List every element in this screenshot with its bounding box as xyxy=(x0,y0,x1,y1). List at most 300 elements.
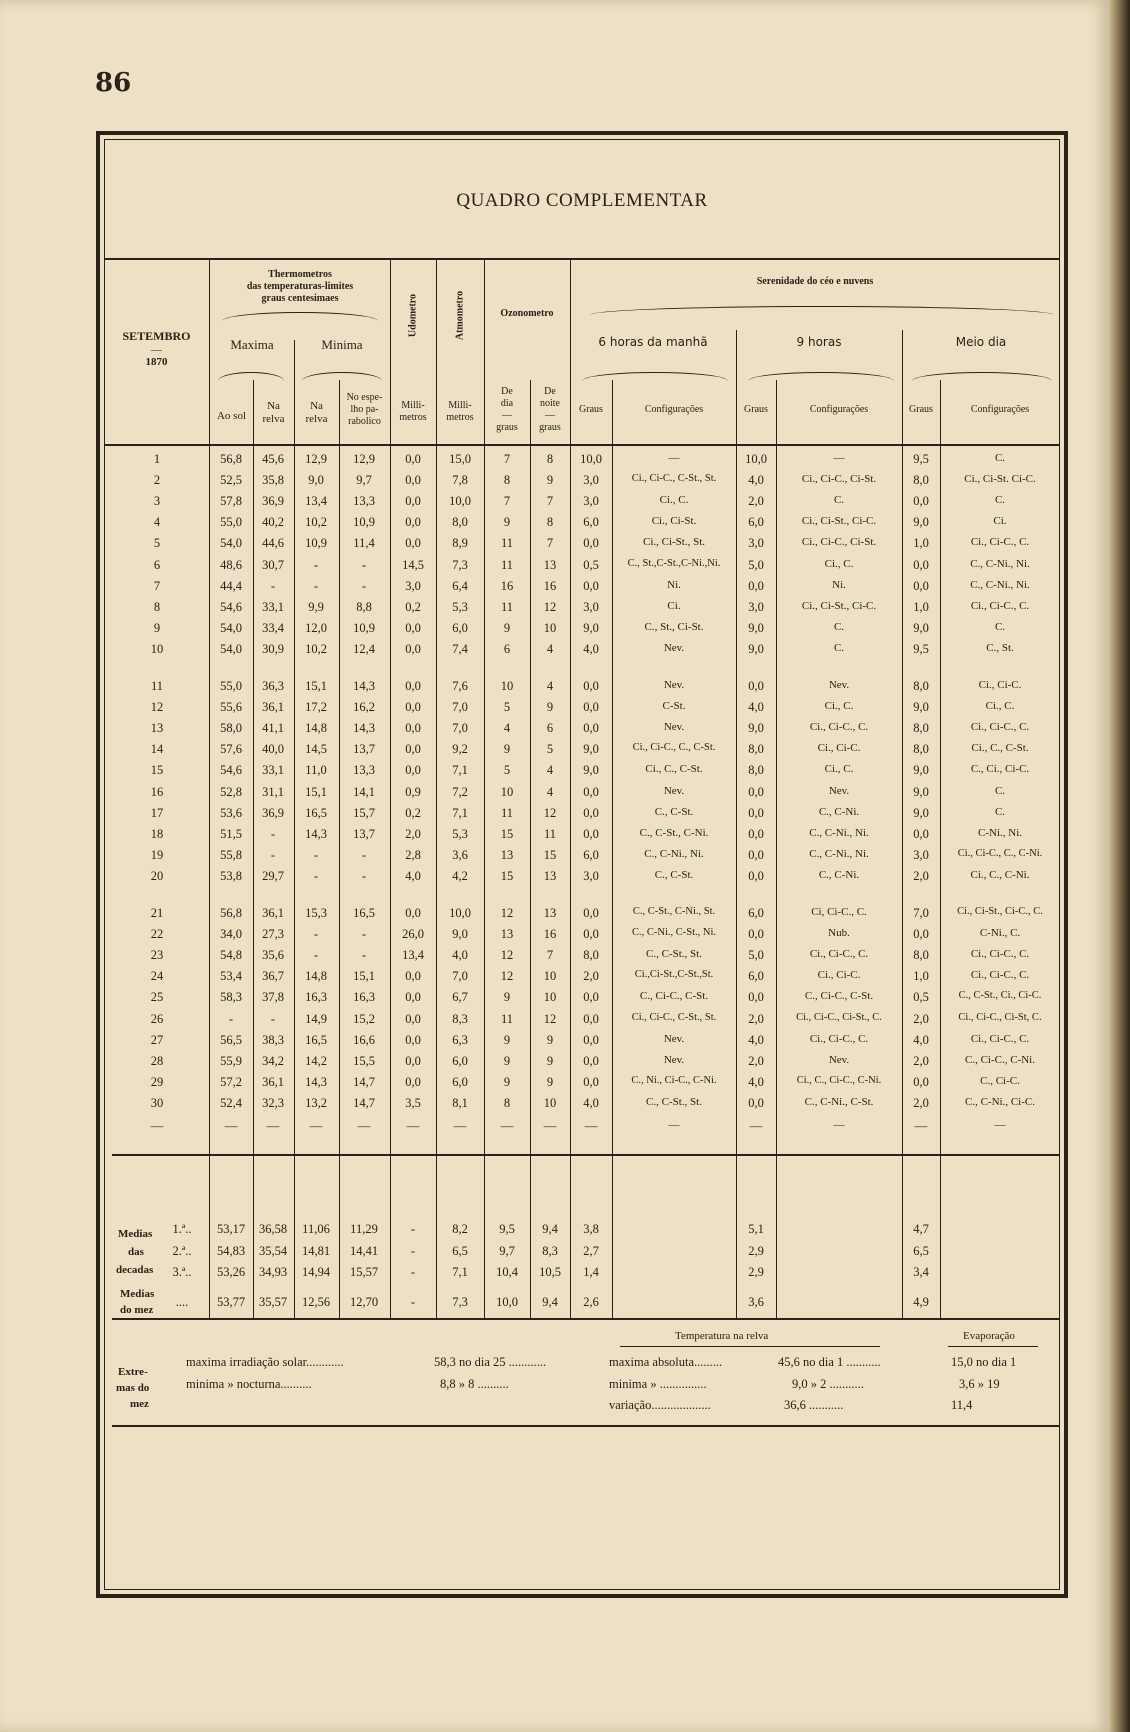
udometro-unit-2: metros xyxy=(399,412,427,423)
medias-na-relva-min: 12,56 xyxy=(301,1295,331,1309)
cell-udometro: 0,0 xyxy=(405,700,421,715)
cell-day: 14 xyxy=(150,742,164,757)
cell-day: 24 xyxy=(150,969,164,984)
cell-na-relva-min: 14,5 xyxy=(305,742,327,757)
medias-ozono-noite: 9,4 xyxy=(542,1222,558,1236)
cell-ozono-noite: 4 xyxy=(546,641,554,656)
cell-na-relva-max: 44,6 xyxy=(262,536,284,551)
cell-graus-meio: 0,5 xyxy=(913,990,929,1005)
config-meio-header: Configurações xyxy=(970,404,1030,415)
cell-graus-meio: — xyxy=(914,1119,928,1133)
cell-day: 7 xyxy=(153,578,161,593)
cell-graus-meio: 0,0 xyxy=(913,927,929,942)
cell-atmometro: 6,3 xyxy=(452,1032,468,1047)
extremas-line3-d: 36,6 ........... xyxy=(784,1398,844,1412)
cell-config-6h: C., C-St. xyxy=(654,805,694,818)
cell-na-relva-max: 29,7 xyxy=(262,868,284,883)
cell-ozono-noite: 4 xyxy=(546,679,554,693)
cell-graus-6h: 0,0 xyxy=(583,826,599,841)
cell-graus-9h: 2,0 xyxy=(748,494,764,509)
cell-graus-9h: 8,0 xyxy=(748,742,764,757)
col-rule xyxy=(253,380,254,1318)
cell-na-relva-max: 35,6 xyxy=(262,948,284,963)
cell-atmometro: 5,3 xyxy=(452,599,468,614)
cell-espelho: - xyxy=(361,868,367,883)
cell-config-meio: Ci., Ci-C., C. xyxy=(970,1032,1030,1045)
cell-na-relva-min: 11,0 xyxy=(305,763,327,778)
cell-day: — xyxy=(150,1119,164,1133)
col-rule xyxy=(902,330,903,1318)
cell-graus-9h: 0,0 xyxy=(748,826,764,841)
cell-config-6h: C., C-Ni., C-St., Ni. xyxy=(631,927,717,939)
medias-udometro: - xyxy=(410,1222,416,1236)
thermometros-header: Thermometros xyxy=(268,269,332,280)
cell-config-meio: C., Ci-C. xyxy=(980,1074,1020,1087)
cell-day: 17 xyxy=(150,805,164,820)
cell-na-relva-max: 35,8 xyxy=(262,473,284,488)
cell-config-meio: C. xyxy=(994,620,1006,633)
medias-espelho: 14,41 xyxy=(349,1244,379,1258)
cell-ozono-noite: 10 xyxy=(543,990,557,1005)
medias-mez-label-1: Medias xyxy=(120,1288,155,1300)
cell-ozono-dia: 7 xyxy=(503,452,511,466)
cell-udometro: 0,0 xyxy=(405,641,421,656)
cell-ao-sol: 53,6 xyxy=(220,805,242,820)
cell-config-meio: C., C-St., Ci., Ci-C. xyxy=(958,990,1042,1002)
cell-config-6h: Nev. xyxy=(663,1053,685,1066)
cell-ozono-noite: 4 xyxy=(546,763,554,778)
cell-espelho: 15,5 xyxy=(353,1053,375,1068)
h6-header: 6 horas da manhã xyxy=(598,335,708,349)
cell-na-relva-max: 37,8 xyxy=(262,990,284,1005)
extremas-line3-e: 11,4 xyxy=(951,1398,973,1412)
cell-ozono-dia: 15 xyxy=(500,826,514,841)
cell-ozono-noite: 10 xyxy=(543,1095,557,1110)
medias-graus-6h: 3,8 xyxy=(583,1222,599,1236)
header-bottom-rule xyxy=(104,444,1060,446)
extremas-label-1: Extre- xyxy=(118,1366,148,1378)
cell-espelho: 15,7 xyxy=(353,805,375,820)
medias-label-3: decadas xyxy=(116,1264,154,1276)
cell-graus-9h: 6,0 xyxy=(748,969,764,984)
cell-config-6h: C., C-Ni., Ni. xyxy=(644,847,704,860)
cell-espelho: 16,5 xyxy=(353,906,375,920)
cell-atmometro: 4,2 xyxy=(452,868,468,883)
minima-header: Minima xyxy=(321,337,363,352)
cell-na-relva-max: 36,1 xyxy=(262,1074,284,1089)
cell-ao-sol: 52,5 xyxy=(220,473,242,488)
cell-na-relva-min: 16,5 xyxy=(305,805,327,820)
cell-atmometro: 9,2 xyxy=(452,742,468,757)
cell-ozono-noite: 15 xyxy=(543,847,557,862)
cell-ozono-dia: 10 xyxy=(500,784,514,799)
medias-ao-sol: 53,77 xyxy=(216,1295,246,1309)
cell-espelho: 16,2 xyxy=(353,700,375,715)
cell-udometro: 0,0 xyxy=(405,1011,421,1026)
cell-espelho: - xyxy=(361,557,367,572)
cell-ozono-noite: — xyxy=(543,1119,557,1133)
na-relva-max-header-1: Na xyxy=(267,400,280,412)
cell-config-meio: Ci., Ci-C., C. xyxy=(970,721,1030,734)
cell-ozono-dia: — xyxy=(500,1119,514,1133)
cell-config-6h: Ci.,Ci-St.,C-St.,St. xyxy=(634,969,714,981)
cell-udometro: 13,4 xyxy=(402,948,424,963)
cell-ozono-dia: 11 xyxy=(500,557,514,572)
cell-graus-6h: 0,0 xyxy=(583,578,599,593)
cell-graus-6h: 8,0 xyxy=(583,948,599,963)
cell-na-relva-max: - xyxy=(270,847,276,862)
cell-config-meio: C., C-Ni., Ni. xyxy=(970,557,1030,570)
cell-ozono-noite: 13 xyxy=(543,557,557,572)
cell-config-9h: C. xyxy=(833,494,845,507)
cell-graus-meio: 0,0 xyxy=(913,1074,929,1089)
cell-config-9h: Nev. xyxy=(828,1053,850,1066)
cell-graus-6h: 9,0 xyxy=(583,620,599,635)
cell-graus-6h: 0,0 xyxy=(583,1074,599,1089)
cell-atmometro: 7,2 xyxy=(452,784,468,799)
cell-na-relva-max: 30,9 xyxy=(262,641,284,656)
cell-config-6h: Ci., Ci-St., St. xyxy=(642,536,706,549)
cell-ozono-dia: 12 xyxy=(500,969,514,984)
cell-na-relva-min: 13,4 xyxy=(305,494,327,509)
cell-na-relva-min: - xyxy=(313,847,319,862)
cell-graus-9h: 0,0 xyxy=(748,990,764,1005)
cell-graus-meio: 2,0 xyxy=(913,868,929,883)
cell-na-relva-max: 33,1 xyxy=(262,599,284,614)
cell-config-9h: C., C-Ni., C-St. xyxy=(804,1095,874,1108)
cell-config-meio: Ci., Ci-St. Ci-C. xyxy=(964,473,1036,486)
serenidade-header: Serenidade do céo e nuvens xyxy=(756,276,874,287)
cell-na-relva-max: 33,4 xyxy=(262,620,284,635)
cell-ozono-noite: 13 xyxy=(543,868,557,883)
cell-ao-sol: 55,8 xyxy=(220,847,242,862)
cell-day: 20 xyxy=(150,868,164,883)
cell-na-relva-min: 16,3 xyxy=(305,990,327,1005)
cell-na-relva-min: 10,2 xyxy=(305,641,327,656)
cell-udometro: 2,0 xyxy=(405,826,421,841)
medias-espelho: 11,29 xyxy=(350,1222,378,1236)
cell-na-relva-min: - xyxy=(313,578,319,593)
medias-ozono-dia: 9,5 xyxy=(499,1222,515,1236)
cell-graus-meio: 3,0 xyxy=(913,847,929,862)
de-dia-1: De xyxy=(501,386,513,397)
cell-udometro: 0,0 xyxy=(405,679,421,693)
cell-graus-6h: 0,5 xyxy=(583,557,599,572)
extremas-line1-c: maxima absoluta......... xyxy=(609,1355,723,1369)
cell-atmometro: 7,1 xyxy=(452,763,468,778)
cell-graus-meio: 9,0 xyxy=(913,515,929,530)
cell-graus-meio: 9,5 xyxy=(913,452,929,466)
cell-ozono-noite: 6 xyxy=(546,721,554,736)
espelho-header-3: rabolico xyxy=(348,416,381,427)
cell-udometro: 0,2 xyxy=(405,805,421,820)
cell-ozono-dia: 7 xyxy=(503,494,511,509)
medias-udometro: - xyxy=(410,1295,416,1309)
medias-ozono-dia: 10,4 xyxy=(496,1265,518,1279)
cell-ao-sol: 56,8 xyxy=(220,452,242,466)
cell-na-relva-max: 33,1 xyxy=(262,763,284,778)
cell-day: 3 xyxy=(153,494,161,509)
medias-graus-9h: 5,1 xyxy=(748,1222,764,1236)
extremas-label-2: mas do xyxy=(116,1382,150,1394)
cell-graus-6h: 0,0 xyxy=(583,990,599,1005)
cell-day: 19 xyxy=(150,847,164,862)
cell-ozono-dia: 9 xyxy=(503,1074,511,1089)
cell-atmometro: 9,0 xyxy=(452,927,468,942)
cell-config-9h: C., C-Ni. xyxy=(818,868,860,881)
cell-udometro: 14,5 xyxy=(402,557,424,572)
cell-graus-6h: 3,0 xyxy=(583,494,599,509)
cell-graus-6h: 10,0 xyxy=(580,452,602,466)
cell-ao-sol: 58,3 xyxy=(220,990,242,1005)
cell-ozono-noite: 16 xyxy=(543,927,557,942)
cell-config-9h: Ci., Ci-C. xyxy=(817,742,861,755)
cell-config-9h: Ci., Ci-C. xyxy=(817,969,861,982)
cell-ao-sol: 56,8 xyxy=(220,906,242,920)
cell-udometro: 0,0 xyxy=(405,906,421,920)
de-dia-dash: — xyxy=(502,410,512,421)
cell-na-relva-max: - xyxy=(270,1011,276,1026)
cell-graus-meio: 7,0 xyxy=(913,906,929,920)
cell-config-9h: Ci., Ci-St., Ci-C. xyxy=(801,515,877,528)
cell-config-6h: Ci., C., C-St. xyxy=(645,763,703,776)
cell-config-6h: C., C-St. xyxy=(654,868,694,881)
cell-udometro: 0,0 xyxy=(405,990,421,1005)
cell-config-9h: C. xyxy=(833,620,845,633)
medias-label-1: Medias xyxy=(118,1228,153,1240)
cell-ozono-dia: 10 xyxy=(500,679,514,693)
cell-atmometro: 6,7 xyxy=(452,990,468,1005)
cell-ao-sol: 34,0 xyxy=(220,927,242,942)
month-dash: — xyxy=(151,344,162,356)
cell-ozono-dia: 6 xyxy=(503,641,511,656)
cell-atmometro: 7,0 xyxy=(452,969,468,984)
cell-day: 23 xyxy=(150,948,164,963)
cell-graus-meio: 9,0 xyxy=(913,784,929,799)
extremas-line2-d: 9,0 » 2 ........... xyxy=(792,1377,864,1391)
cell-config-meio: Ci., Ci-C., C. xyxy=(970,969,1030,982)
cell-espelho: - xyxy=(361,927,367,942)
cell-config-9h: Ci., Ci-C., C. xyxy=(809,721,869,734)
medias-atmometro: 7,1 xyxy=(452,1265,468,1279)
cell-ozono-noite: 9 xyxy=(546,1074,554,1089)
cell-ozono-dia: 5 xyxy=(503,700,511,715)
cell-udometro: 2,8 xyxy=(405,847,421,862)
cell-atmometro: 8,3 xyxy=(452,1011,468,1026)
col-rule xyxy=(940,380,941,1318)
cell-na-relva-min: 15,1 xyxy=(305,784,327,799)
cell-ozono-noite: 9 xyxy=(546,1032,554,1047)
na-relva-min-header-1: Na xyxy=(310,400,323,412)
cell-config-6h: Ni. xyxy=(667,578,681,591)
cell-na-relva-min: 14,2 xyxy=(305,1053,327,1068)
cell-ao-sol: 53,8 xyxy=(220,868,242,883)
cell-na-relva-min: 12,9 xyxy=(305,452,327,466)
page-number: 86 xyxy=(95,68,132,98)
extremas-line2-a: minima » nocturna.......... xyxy=(186,1377,312,1391)
medias-ozono-noite: 8,3 xyxy=(542,1244,558,1258)
cell-ozono-noite: 9 xyxy=(546,1053,554,1068)
cell-na-relva-min: - xyxy=(313,948,319,963)
cell-graus-meio: 1,0 xyxy=(913,536,929,551)
cell-ozono-noite: 7 xyxy=(546,948,554,963)
cell-udometro: 0,0 xyxy=(405,515,421,530)
cell-config-6h: Ci., Ci-C., C-St., St. xyxy=(631,1011,717,1023)
medias-ozono-noite: 10,5 xyxy=(539,1265,561,1279)
cell-config-9h: Ci., Ci-C., C. xyxy=(809,948,869,961)
cell-config-6h: — xyxy=(668,1119,680,1131)
cell-ao-sol: 44,4 xyxy=(220,578,242,593)
cell-graus-meio: 2,0 xyxy=(913,1011,929,1026)
cell-na-relva-min: — xyxy=(309,1119,323,1133)
cell-espelho: 14,1 xyxy=(353,784,375,799)
cell-ozono-dia: 9 xyxy=(503,990,511,1005)
month-header: SETEMBRO xyxy=(122,329,191,343)
cell-graus-6h: 0,0 xyxy=(583,1053,599,1068)
cell-atmometro: 7,8 xyxy=(452,473,468,488)
year-header: 1870 xyxy=(145,356,168,368)
cell-espelho: 11,4 xyxy=(353,536,375,551)
cell-config-meio: Ci., C. xyxy=(985,700,1015,713)
cell-ozono-dia: 12 xyxy=(500,906,514,920)
cell-config-6h: Ci. xyxy=(667,599,681,612)
cell-graus-meio: 2,0 xyxy=(913,1053,929,1068)
cell-ozono-dia: 11 xyxy=(500,1011,514,1026)
medias-graus-meio: 4,9 xyxy=(913,1295,929,1309)
thermometros-header-2: das temperaturas-limites xyxy=(246,281,354,292)
cell-espelho: - xyxy=(361,948,367,963)
medias-na-relva-max: 34,93 xyxy=(258,1265,288,1279)
cell-espelho: 14,3 xyxy=(353,721,375,736)
cell-config-meio: Ci., Ci-C., C. xyxy=(970,948,1030,961)
cell-config-6h: C., C-St., St. xyxy=(646,948,702,961)
cell-ao-sol: — xyxy=(224,1119,238,1133)
cell-graus-meio: 0,0 xyxy=(913,578,929,593)
cell-ao-sol: 48,6 xyxy=(220,557,242,572)
extremas-line1-b: 58,3 no dia 25 ............ xyxy=(434,1355,547,1369)
cell-config-9h: — xyxy=(833,1119,845,1131)
cell-ozono-noite: 11 xyxy=(543,826,557,841)
cell-config-9h: Ci., Ci-C., Ci-St., C. xyxy=(796,1011,882,1023)
cell-udometro: — xyxy=(406,1119,420,1133)
cell-ao-sol: 55,6 xyxy=(220,700,242,715)
cell-graus-meio: 8,0 xyxy=(913,948,929,963)
cell-config-6h: C., St.,C-St.,C-Ni.,Ni. xyxy=(627,557,721,569)
cell-espelho: - xyxy=(361,847,367,862)
cell-day: 29 xyxy=(150,1074,164,1089)
cell-day: 5 xyxy=(153,536,161,551)
cell-ao-sol: 57,2 xyxy=(220,1074,242,1089)
cell-ozono-noite: 7 xyxy=(546,536,554,551)
cell-ozono-noite: 9 xyxy=(546,473,554,488)
de-noite-dash: — xyxy=(545,410,555,421)
na-relva-min-header-2: relva xyxy=(305,413,328,425)
evaporacao-label: Evaporação xyxy=(963,1330,1015,1342)
cell-na-relva-min: 9,9 xyxy=(308,599,324,614)
cell-ao-sol: 57,8 xyxy=(220,494,242,509)
cell-espelho: - xyxy=(361,578,367,593)
cell-ozono-noite: 16 xyxy=(543,578,557,593)
cell-config-9h: Ci., Ci-C., Ci-St. xyxy=(801,536,877,549)
cell-udometro: 4,0 xyxy=(405,868,421,883)
cell-ao-sol: 54,8 xyxy=(220,948,242,963)
na-relva-max-header-2: relva xyxy=(262,413,285,425)
cell-graus-9h: 2,0 xyxy=(748,1053,764,1068)
cell-na-relva-min: - xyxy=(313,557,319,572)
cell-espelho: 16,3 xyxy=(353,990,375,1005)
cell-graus-9h: 0,0 xyxy=(748,847,764,862)
cell-udometro: 0,9 xyxy=(405,784,421,799)
extremas-line1-d: 45,6 no dia 1 ........... xyxy=(778,1355,881,1369)
cell-udometro: 0,0 xyxy=(405,1032,421,1047)
cell-na-relva-max: 27,3 xyxy=(262,927,284,942)
cell-graus-6h: 0,0 xyxy=(583,700,599,715)
medias-atmometro: 7,3 xyxy=(452,1295,468,1309)
cell-udometro: 0,0 xyxy=(405,1053,421,1068)
cell-config-meio: Ci., Ci-C., C. xyxy=(970,599,1030,612)
cell-config-6h: C., St., Ci-St. xyxy=(644,620,704,633)
espelho-header-1: No espe- xyxy=(346,392,383,403)
cell-na-relva-max: - xyxy=(270,578,276,593)
cell-config-meio: C. xyxy=(994,452,1006,464)
cell-graus-6h: 3,0 xyxy=(583,868,599,883)
cell-ozono-noite: 10 xyxy=(543,969,557,984)
cell-espelho: 14,7 xyxy=(353,1074,375,1089)
cell-config-meio: Ci., Ci-C., C., C-Ni. xyxy=(957,847,1043,859)
extremas-line2-c: minima » ............... xyxy=(609,1377,707,1391)
de-noite-2: noite xyxy=(540,398,560,409)
cell-ozono-dia: 15 xyxy=(500,868,514,883)
cell-graus-meio: 8,0 xyxy=(913,679,929,693)
cell-graus-6h: 0,0 xyxy=(583,679,599,693)
cell-na-relva-max: 41,1 xyxy=(262,721,284,736)
cell-config-6h: Ci., Ci-C., C-St., St. xyxy=(631,473,717,485)
cell-config-6h: Nev. xyxy=(663,721,685,734)
cell-ao-sol: 52,8 xyxy=(220,784,242,799)
cell-graus-meio: 1,0 xyxy=(913,969,929,984)
cell-config-9h: Nev. xyxy=(828,784,850,797)
cell-na-relva-max: - xyxy=(270,826,276,841)
cell-graus-9h: 4,0 xyxy=(748,700,764,715)
cell-ozono-dia: 12 xyxy=(500,948,514,963)
cell-config-9h: Ci., Ci-St., Ci-C. xyxy=(801,599,877,612)
cell-na-relva-min: 14,9 xyxy=(305,1011,327,1026)
temp-relva-label: Temperatura na relva xyxy=(675,1330,769,1342)
cell-graus-9h: 5,0 xyxy=(748,948,764,963)
cell-graus-meio: 0,0 xyxy=(913,826,929,841)
cell-config-meio: C. xyxy=(994,784,1006,797)
medias-graus-6h: 1,4 xyxy=(583,1265,599,1279)
medias-ozono-noite: 9,4 xyxy=(542,1295,558,1309)
medias-espelho: 12,70 xyxy=(349,1295,379,1309)
cell-graus-9h: — xyxy=(749,1119,763,1133)
cell-ozono-dia: 11 xyxy=(500,536,514,551)
cell-graus-9h: 9,0 xyxy=(748,641,764,656)
cell-day: 8 xyxy=(153,599,161,614)
espelho-header-2: lho pa- xyxy=(350,404,379,415)
cell-config-9h: Ci., C. xyxy=(824,763,854,776)
cell-udometro: 0,0 xyxy=(405,763,421,778)
extremas-line1-a: maxima irradiação solar............ xyxy=(186,1355,344,1369)
cell-graus-9h: 3,0 xyxy=(748,536,764,551)
cell-config-9h: C., C-Ni. xyxy=(818,805,860,818)
extremas-line3-c: variação................... xyxy=(609,1398,711,1412)
cell-na-relva-min: 14,8 xyxy=(305,969,327,984)
cell-atmometro: 10,0 xyxy=(449,906,471,920)
cell-na-relva-max: 36,1 xyxy=(262,906,284,920)
cell-config-6h: C., C-St., C-Ni. xyxy=(639,826,709,839)
cell-config-6h: — xyxy=(668,452,680,464)
